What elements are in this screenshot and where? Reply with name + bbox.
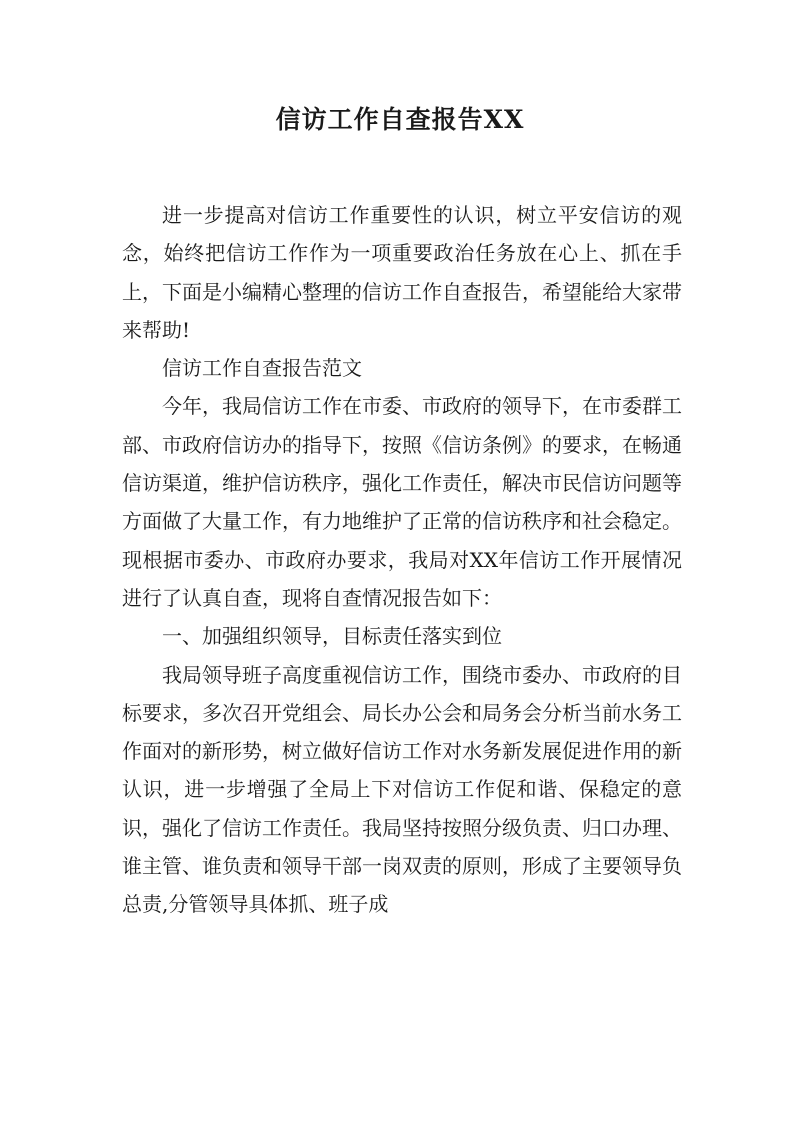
document-title: 信访工作自查报告XX bbox=[275, 105, 525, 134]
section-heading: 一、加强组织领导，目标责任落实到位 bbox=[162, 624, 502, 649]
intro-paragraph: 进一步提高对信访工作重要性的认识，树立平安信访的观念，始终把信访工作作为一项重要政治任务放在心上、抓在手上，下面是小编精心整理的信访工作自查报告，希望能给大家带来帮助! bbox=[122, 203, 682, 342]
overview-paragraph: 今年，我局信访工作在市委、市政府的领导下，在市委群工部、市政府信访办的指导下，按照《信访条例》的要求，在畅通信访渠道，维护信访秩序，强化工作责任，解决市民信访问题等方面做了大量工作，有力地维护了正常的信访秩序和社会稳定。现根据市委办、市政府办要求，我局对XX年信访工作开展情况进行了认真自查，现将自查情况报告如下： bbox=[122, 394, 682, 610]
section-subtitle: 信访工作自查报告范文 bbox=[162, 356, 362, 381]
document-body bbox=[122, 196, 682, 924]
body-paragraph: 我局领导班子高度重视信访工作，围绕市委办、市政府的目标要求，多次召开党组会、局长办公会和局务会分析当前水务工作面对的新形势，树立做好信访工作对水务新发展促进作用的新认识，进一步增强了全局上下对信访工作促和谐、保稳定的意识，强化了信访工作责任。我局坚持按照分级负责、归口办理、谁主管、谁负责和领导干部一岗双责的原则，形成了主要领导负总责,分管领导具体抓、班子成 bbox=[122, 662, 682, 917]
